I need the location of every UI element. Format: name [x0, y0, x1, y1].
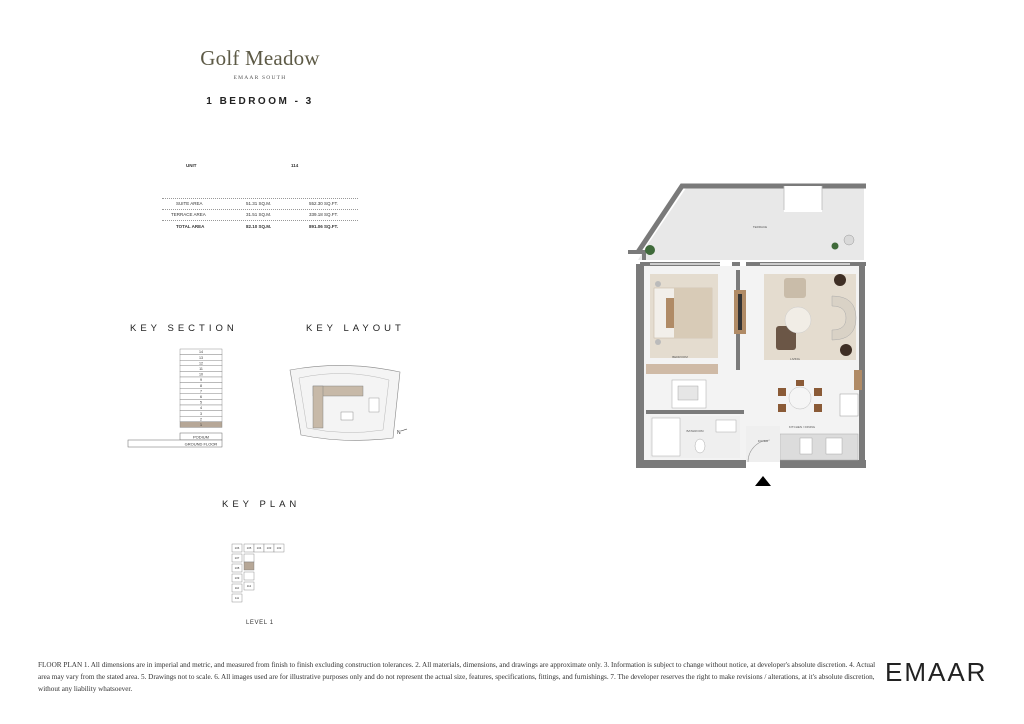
key-section-heading: KEY SECTION: [130, 323, 238, 334]
key-plan-level-label: LEVEL 1: [246, 620, 274, 626]
key-plan-heading: KEY PLAN: [222, 499, 301, 510]
key-plan-unit: [244, 572, 254, 580]
brand-subtitle: EMAAR SOUTH: [233, 75, 287, 81]
terrace-opening: [784, 186, 822, 212]
ground-floor-label: GROUND FLOOR: [184, 441, 218, 447]
living-label: LIVING: [790, 357, 800, 361]
coffee-table-icon: [785, 307, 811, 333]
washer-icon: [678, 386, 698, 400]
table-row-sqm: 31.51 SQ.M.: [246, 212, 272, 217]
key-plan-unit-number: 112: [246, 584, 252, 588]
bedroom-label: BEDROOM: [672, 355, 688, 359]
building-wing-west: [313, 386, 323, 428]
key-layout-heading: KEY LAYOUT: [306, 323, 405, 334]
key-plan-unit-number: 105: [246, 546, 252, 550]
floor-number: 9: [200, 378, 202, 383]
key-plan-highlighted-unit: [244, 562, 254, 570]
key-plan-unit: [244, 554, 254, 562]
floor-number: 1: [200, 423, 202, 427]
north-arrow-icon: [401, 429, 407, 431]
toilet-icon: [695, 439, 705, 453]
wardrobe: [646, 364, 718, 374]
dining-chair-icon: [796, 380, 804, 386]
key-section-diagram: [120, 345, 240, 450]
dining-chair-icon: [778, 388, 786, 396]
amenity-block: [341, 412, 353, 420]
kitchen-counter: [780, 434, 858, 460]
unit-number: 114: [291, 163, 299, 168]
dining-chair-icon: [814, 388, 822, 396]
key-plan-unit-number: 103: [266, 546, 272, 550]
north-label: N: [397, 430, 401, 436]
floor-number: 11: [199, 367, 203, 371]
site-block: [369, 398, 379, 412]
table-row-label: TERRACE AREA: [171, 212, 206, 217]
lamp-icon: [655, 339, 661, 345]
table-divider: [162, 220, 358, 221]
tv-icon: [738, 294, 742, 330]
dining-chair-icon: [778, 404, 786, 412]
key-plan-unit-number: 109: [234, 576, 240, 580]
table-row-label: TOTAL AREA: [176, 224, 205, 229]
floor-number: 10: [199, 372, 203, 377]
brand-name: Golf Meadow: [200, 46, 320, 70]
floor-number: 6: [200, 395, 202, 399]
key-plan-unit-number: 106: [234, 546, 240, 550]
disclaimer-text: FLOOR PLAN 1. All dimensions are in imperial and metric, and measured from finish to finish excluding construction tolerances. 2. All materials, dimensions, and drawings are approximate only. 3. Information is subject to change without notice, at developer's absolute discretion. 4. Actual area may vary from the stated area. 5. Drawings not to scale. 6. All images used are for illustrative purposes only and do not represent the actual size, features, specifications, fittings, and furnishings. 7. The developer reserves the right to make revisions / alterations, at it's absolute discretion, without any liability whatsoever.: [38, 661, 876, 693]
key-plan-unit-number: 104: [256, 546, 262, 550]
cooktop-icon: [826, 438, 842, 454]
bed-throw: [666, 298, 674, 328]
bathroom-label: BATHROOM: [686, 429, 704, 433]
podium-label: PODIUM: [193, 434, 209, 440]
floor-plan: [620, 180, 870, 490]
plant-pot-icon: [840, 344, 852, 356]
floor-number: 3: [200, 411, 202, 416]
table-row-label: SUITE AREA: [176, 201, 203, 206]
floor-number: 7: [200, 389, 202, 394]
bed-blanket: [674, 288, 712, 338]
table-row-sqm: 82.10 SQ.M.: [246, 224, 272, 229]
table-divider: [162, 198, 358, 199]
foyer-label: FOYER: [757, 439, 769, 443]
table-row-sqft: 339.18 SQ.FT.: [309, 212, 339, 217]
key-plan-diagram: [228, 540, 298, 610]
bathroom-wall: [646, 410, 744, 414]
key-plan-unit-number: 107: [234, 556, 240, 560]
sink-icon: [800, 438, 812, 454]
table-row-sqft: 891.06 SQ.FT.: [309, 224, 339, 229]
floor-number: 13: [199, 355, 203, 360]
table-row-sqft: 552.30 SQ.FT.: [309, 201, 339, 206]
floor-number: 8: [200, 383, 202, 388]
table-row-sqm: 51.31 SQ.M.: [246, 201, 272, 206]
armchair-icon: [784, 278, 806, 298]
entrance-arrow-icon: [755, 476, 771, 486]
key-plan-unit-number: 111: [234, 596, 240, 600]
vanity-icon: [716, 420, 736, 432]
kitchen-label: KITCHEN / DINING: [788, 425, 816, 429]
floor-number: 14: [199, 350, 203, 355]
bathtub-icon: [652, 418, 680, 456]
chair-icon: [844, 235, 854, 245]
plant-icon: [832, 243, 839, 250]
floor-number: 4: [200, 406, 202, 411]
unit-label: UNIT: [186, 163, 197, 168]
emaar-logo: EMAAR: [885, 657, 988, 687]
key-plan-unit-number: 108: [234, 566, 240, 570]
sideboard: [854, 370, 862, 390]
table-divider: [162, 209, 358, 210]
dining-table-icon: [789, 387, 811, 409]
terrace-label: TERRACE: [752, 225, 768, 229]
key-plan-unit-number: 102: [276, 546, 282, 550]
plant-icon: [645, 245, 655, 255]
foyer-floor: [746, 426, 780, 462]
key-layout-diagram: [285, 360, 415, 450]
key-plan-unit-number: 110: [234, 586, 240, 590]
floor-number: 2: [200, 417, 202, 422]
fridge-icon: [840, 394, 858, 416]
lamp-icon: [655, 281, 661, 287]
floor-number: 5: [200, 400, 202, 405]
dining-chair-icon: [814, 404, 822, 412]
plant-pot-icon: [834, 274, 846, 286]
unit-type-title: 1 BEDROOM - 3: [206, 96, 314, 107]
floor-number: 12: [199, 361, 203, 366]
